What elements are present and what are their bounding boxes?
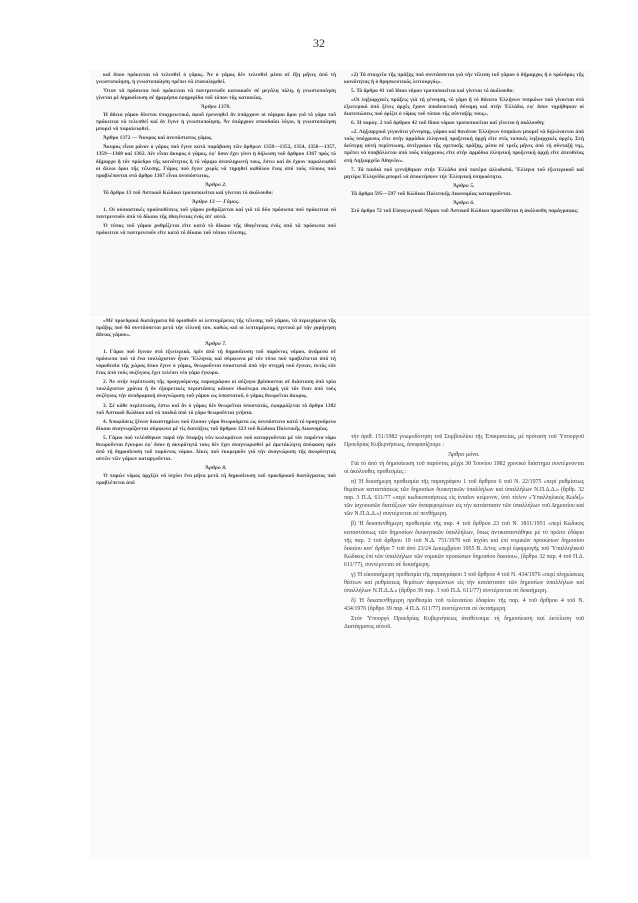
paragraph: δ) Ἡ δεκαπενθήμερη προθεσμία τοῦ τελευταίου ἐδαφίου τῆς παρ. 4 τοῦ ἄρθρου 4 τοῦ Ν. 434/1976 (ἄρθρο 39 παρ. 4 Π.Δ. 611/77) συντέμνεται σέ ὀκταήμερη.	[344, 597, 584, 612]
page-number: 32	[313, 36, 325, 50]
paragraph: «Μέ προεδρικά διατάγματα θά ὁρισθοῦν οἱ λεπτομέρειες τῆς τέλεσης τοῦ γάμου, τά περιεχόμενα τῆς πράξης πού θά συντάσσεται μετά τήν τέλεσή του, καθώς καί οἱ λεπτομέρειες σχετικά μέ τήν χορήγηση ἄδειας γάμου».	[96, 318, 336, 339]
left-column-top	[96, 72, 336, 325]
paragraph: 3. Σέ κάθε περίπτωση, ἔστω καί ἄν ὁ γάμος δέν θεωρεῖται ὑποστατός, ἐφαρμόζεται τό ἄρθρο 1382 τοῦ Ἀστικοῦ Κώδικα καί τά παιδιά ἀπό τό γάμο θεωροῦνται γνήσια.	[96, 402, 336, 416]
article-heading: Ἄρθρο μόνο.	[448, 451, 480, 459]
paragraph: Στό ἄρθρο 72 τοῦ Εἰσαγωγικοῦ Νόμου τοῦ Ἀστικοῦ Κώδικα προστίθεται ἡ ἀκόλουθη παράγραφος:	[351, 207, 579, 214]
paragraph: 1. Οἱ οὐσιαστικές προϋποθέσεις τοῦ γάμου ρυθμίζονται καί γιά τά δύο πρόσωπα πού πρόκειται νά παντρευτοῦν ἀπό τό δίκαιο τῆς ἰθαγένειας ἑνός ἀπ' αὐτά.	[96, 206, 336, 220]
paragraph: 5. Τό ἄρθρο 41 τοῦ ἴδιου νόμου τροποποιείται καί γίνεται τό ἀκόλουθο:	[351, 88, 515, 95]
paragraph: α) Ἡ δεκαήμερη προθεσμία τῆς παραγράφου 1 τοῦ ἄρθρου 6 τοῦ Ν. 22/1975 «περί ρυθμίσεως θεμάτων καταστάσεως τῶν δημοσίων διοικητικῶν ὑπαλλήλων καί ὑπαλλήλων Ν.Π.Δ.Δ.» (ἄρθρ. 32 παρ. 3 Π.Δ. 611/77 «περί κωδικοποιήσεως εἰς ἑνιαῖον κείμενον, ὑπό τίτλον «Ὑπαλληλικός Κώδιξ» τῶν ἰσχυουσῶν διατάξεων τῶν ἀναφερομένων εἰς τήν κατάστασιν τῶν ὑπαλλήλων τοῦ Δημοσίου καί τῶν Ν.Π.Δ.Δ.») συντέμνεται σέ πενθήμερη.	[344, 479, 584, 518]
article-heading: Ἄρθρο 5.	[453, 182, 475, 189]
paragraph: «2. Ληξιαρχικά γεγονότα γέννησης, γάμου καί θανάτου Ἑλλήνων ὑπηκόων μπορεῖ νά δηλώνονται ἀπό τούς ὑπόχρεους εἴτε στήν ἁρμόδια ἑλληνική προξενική ἀρχή εἴτε στίς τοπικές ληξιαρχικές ἀρχές. Στή δεύτερη αὐτή περίπτωση, ἀντίγραφο τῆς σχετικῆς πράξης, μέσα σέ τρεῖς μῆνες ἀπό τή σύνταξή της, πρέπει νά ὑποβάλλεται ἀπό τούς ὑπόχρεους εἴτε στήν ἁρμόδια ἑλληνική προξενική ἀρχή εἴτε ἀπευθείας στή Ληξιαρχεῖο Ἀθηνῶν».	[344, 129, 584, 164]
paragraph: Ὅταν τά πρόσωπα πού πρόκειται νά παντρευτοῦν κατοικοῦν σέ μεγάλη πόλη, ἡ γνωστοποίηση γίνεται μέ δημοσίευση σέ ἡμερήσια ἐφημερίδα τοῦ τόπου τῆς κατοικίας.	[96, 88, 336, 102]
paragraph: Τά ἄρθρα 595—597 τοῦ Κώδικα Πολιτικῆς Δικονομίας καταργοῦνται.	[351, 190, 512, 197]
paragraph: γ) Ἡ εἰκοσαήμερη προθεσμία τῆς παραγράφου 3 τοῦ ἄρθρου 4 τοῦ Ν. 434/1976 «περί πληρώσεως θέσεων καί ρυθμίσεως θεμάτων ἀφορώντων εἰς τήν κατάστασιν τῶν δημοσίων ὑπαλλήλων καί ὑπαλλήλων Ν.Π.Δ.Δ.» (ἄρθρο 39 παρ. 3 τοῦ Π.Δ. 611/77) συντέμνεται σέ δεκαήμερη.	[344, 571, 584, 594]
paragraph: Ὁ παρών νόμος ἀρχίζει νά ἰσχύει ἕνα μῆνα μετά τή δημοσίευση τοῦ προεδρικοῦ διατάγματος πού προβλέπεται ἀπό	[96, 472, 336, 486]
paragraph: Ἄρθρο 1372 — Ἄκυρος καί ἀνυπόστατος γάμος.	[103, 135, 213, 142]
paragraph: Στόν Ὑπουργό Προεδρίας Κυβερνήσεως ἀναθέτουμε τή δημοσίευση καί ἐκτέλεση τοῦ Διατάγματος αὐτοῦ.	[344, 615, 584, 631]
paragraph: «2) Τά στοιχεῖα τῆς πράξης πού συντάσσεται γιά τήν τέλεση τοῦ γάμου ὁ δήμαρχος ἤ ὁ πρόεδρος τῆς κοινότητας ἤ ὁ θρησκευτικός λειτουργός».	[344, 72, 584, 86]
paragraph: 6. Ἡ παραγ. 2 τοῦ ἄρθρου 42 τοῦ ἴδιου νόμου τροποποιείται καί γίνεται ἡ ἀκόλουθη:	[351, 120, 545, 127]
paragraph: Ἡ ἄδεια γάμου δίνεται ὑποχρεωτικά, ἀφοῦ ἐρευνηθεί ἄν ὑπάρχουν οἱ νόμιμοι ὅροι γιά τό γάμο τοῦ πρόκειται νά τελεσθεί καί ἄν ἔγινε ἡ γνωστοποίηση. Ἄν ὑπάρχουν σπουδαίοι λόγοι, ἡ γνωστοποίηση μπορεί νά παραλειφθεί.	[96, 112, 336, 133]
paragraph: Ἄκυρος εἶναι μόνον ὁ γάμος πού ἔγινε κατά παράβαση τῶν ἄρθρων 1350—1352, 1354, 1356—1357, 1359—1360 καί 1362. Δέν εἶναι ἄκυρος ὁ γάμος, ἐφ' ὅσον ἔχει γίνει ἡ δήλωση τοῦ ἄρθρου 1367 πρός τό δήμαρχο ἤ τόν πρόεδρο τῆς κοινότητας ἤ τό νόμιμο ἀναπληρωτή τους, ἔστω καί ἄν ἔχουν παραλειφθεί οἱ ἄλλοι ὅροι τῆς τέλεσης. Γάμος πού ἔγινε χωρίς νά τηρηθεί καθόλου ἕνας ἀπό τούς τύπους πού προβλέπονται στό ἄρθρο 1367 εἶναι ἀνυπόστατος.	[96, 144, 336, 179]
paragraph: 2. Ἄν στήν περίπτωση τῆς προηγούμενης παραγράφου οἱ σύζυγοι βρίσκονται σέ διάσταση ἀπό τρία τουλάχιστον χρόνια ἤ ἄν ἐξαιρετικές περιστάσεις κάνουν ἰδιαίτερα σκληρή γιά τόν ἕναν ἀπό τούς συζύγους τήν ἀναδρομική ἀναγνώριση τοῦ γάμου ὡς ὑποστατοῦ, ὁ γάμος θεωρεῖται ἄκυρος.	[96, 379, 336, 400]
article-heading: Ἄρθρο 1370.	[201, 104, 231, 111]
paragraph: Γιά τό ἀπό τή δημοσίευση τοῦ παρόντος μέχρι 30 Ἰουνίου 1982 χρονικό διάστημα συντέμνονται οἱ ἀκόλουθες προθεσμίες :	[344, 461, 584, 476]
paragraph: 1. Γάμοι πού ἔγιναν στό ἐξωτερικό, πρίν ἀπό τή δημοσίευση τοῦ παρόντος νόμου, ἀνάμεσα σέ πρόσωπα πού τό ἕνα τουλάχιστον ἦταν Ἕλληνας καί σύμφωνα μέ τόν τύπο πού προβλέπεται ἀπό τή νομοθεσία τῆς χώρας ὅπου ἔγινε ὁ γάμος, θεωροῦνται ὑποστατοί ἀπό τήν στιγμή πού ἔγιναν, ἐκτός ἐάν ἕνας ἀπό τούς συζύγους ἔχει τελέσει νέο γάμο ἔγκυρα.	[96, 349, 336, 377]
paragraph: β) Ἡ δεκαπενθήμερη προθεσμία τῆς παρ. 4 τοῦ ἄρθρου 23 τοῦ Ν. 1811/1951 «περί Κώδικος καταστάσεως τῶν δημοσίων διοικητικῶν ὑπαλλήλων, ὅπως ἀντικαταστάθηκε μέ τό πρῶτο ἐδάφιο τῆς παρ. 3 τοῦ ἄρθρου 19 τοῦ Ν.Δ. 751/1970 καί ἰσχύει καί ἐπί νομικῶν προσώπων δημοσίου δικαίου κατ' ἄρθρο 7 τοῦ ἀπό 23/24 Δεκεμβρίου 1955 Β. Δ/τος «περί ἐφαρμογῆς τοῦ Ὑπαλληλικοῦ Κώδικος ἐπί τῶν ὑπαλλήλων τῶν νομικῶν προσώπων δημοσίου δικαίου», (ἄρθρο 32 παρ. 4 τοῦ Π.Δ. 611/77), συντέμνεται σέ δεκαήμερη.	[344, 521, 584, 568]
paragraph: «Οἱ ληξιαρχικές πράξεις γιά τή γέννηση, τό γάμο ἤ τό θάνατο Ἑλλήνων ὑπηκόων πού γίνονται στό ἐξωτερικό ἀπό ξένες ἀρχές ἔχουν ἀποδεικτική δύναμη καί στήν Ἑλλάδα, ἐφ' ὅσον τηρήθηκαν οἱ διατυπώσεις πού ὁρίζει ὁ νόμος τοῦ τόπου τῆς σύνταξής τους».	[344, 97, 584, 118]
right-column-bottom	[344, 433, 584, 793]
article-heading: Ἄρθρο 8.	[205, 464, 227, 471]
paragraph: 4. Ἀποφάσεις ξένων δικαστηρίων πού ἔλυσαν γάμο θεωρούμενο ὡς ἀνυπόστατο κατά τό προηγούμενο δίκαιο ἀναγνωρίζονται σύμφωνα μέ τίς διατάξεις τοῦ ἄρθρου 323 τοῦ Κώδικα Πολιτικῆς Δικονομίας.	[96, 418, 336, 432]
left-column-bottom	[96, 318, 336, 858]
article-heading: Ἄρθρο 13 — Γάμος.	[192, 198, 240, 205]
paragraph: Τό ἄρθρο 13 τοῦ Ἀστικοῦ Κώδικα τροποποιείται καί γίνεται τό ἀκόλουθο:	[103, 189, 274, 196]
article-heading: Ἄρθρο 6.	[453, 199, 475, 206]
right-column-top	[344, 72, 584, 450]
paragraph: καί ὅπου πρόκειται νά τελεσθεί ὁ γάμος. Ἄν ὁ γάμος δέν τελεσθεί μέσα σέ ἕξη μῆνες ἀπό τή γνωστοποίηση, ἡ γνωστοποίηση πρέπει νά ἐπαναληφθεί.	[96, 72, 336, 86]
article-heading: Ἄρθρο 7.	[205, 341, 227, 348]
paragraph: τήν ἀριθ. 151/1982 γνωμοδότηση τοῦ Συμβουλίου τῆς Ἐπικρατείας, μέ πρόταση τοῦ Ὑπουργοῦ Προεδρίας Κυβερνήσεως, ἀποφασίζουμε :	[344, 434, 584, 449]
article-heading: Ἄρθρο 2.	[205, 181, 227, 188]
paragraph: Ὁ τύπος τοῦ γάμου ρυθμίζεται εἴτε κατά τό δίκαιο τῆς ἰθαγένειας ἑνός ἀπό τά πρόσωπα πού πρόκειται νά παντρευτοῦν εἴτε κατά τό δίκαιο τοῦ τόπου τέλεσης.	[96, 222, 336, 236]
paragraph: 7. Τά παιδιά πού γεννήθηκαν στήν Ἑλλάδα ἀπό πατέρα ἀλλοδαπό, Ἕλληνα τοῦ ἐξωτερικοῦ καί μητέρα Ἑλληνίδα μπορεῖ νά ἀποκτήσουν τήν Ἑλληνική ὑπηκοότητα.	[344, 166, 584, 180]
paragraph: 5. Γάμοι πού τελέσθηκαν παρά τήν ὕπαρξη τῶν κωλυμάτων πού καταργοῦνται μέ τόν παρόντα νόμο θεωροῦνται ἔγκυροι ἐφ' ὅσον ἡ ἀκυρότητά τους δέν ἔχει ἀναγνωρισθεί μέ ἀμετάκλητη ἀπόφαση πρίν ἀπό τή δημοσίευση τοῦ παρόντος νόμου. Δίκες πού ἐκκρεμοῦν γιά τήν ἀναγνώριση τῆς ἀκυρότητας αὐτῶν τῶν γάμων καταργοῦνται.	[96, 434, 336, 462]
